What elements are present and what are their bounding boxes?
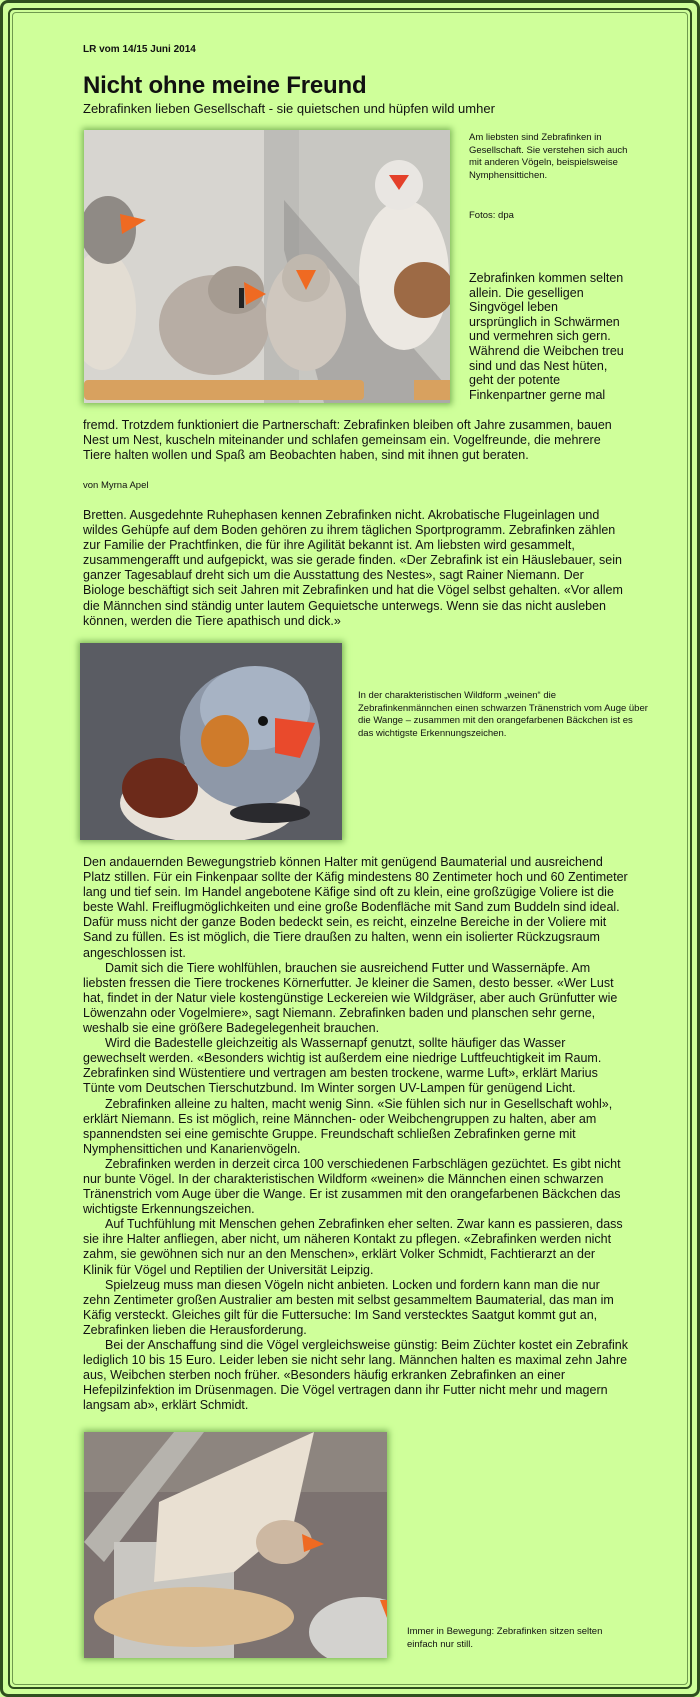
body-paragraph: Den andauernden Bewegungstrieb können Halter mit genügend Baumaterial und ausreichend Platz stillen. Für ein Finkenpaar sollte der Käfig mindestens 80 Zentimeter hoch und 60 Zentimeter lang und tief sein. Im Handel angebotene Käfige sind oft zu klein, eine großzügige Voliere ist die beste Wahl. Freiflugmöglichkeiten und eine große Bodenfläche mit Sand zum Buddeln sind ideal. Dafür muss nicht der ganze Boden bedeckt sein, es reicht, einzelne Bereiche in der Voliere mit Sand zu füllen. Es ist möglich, die Tiere draußen zu halten, wenn ein isolierter Rückzugsraum angeschlossen ist.: [83, 855, 628, 960]
dateline: LR vom 14/15 Juni 2014: [83, 44, 196, 55]
photo-caption-1: Am liebsten sind Zebrafinken in Gesellschaft. Sie verstehen sich auch mit anderen Vögeln, beispielsweise Nymphensittichen.: [469, 132, 628, 181]
article-body: [83, 855, 628, 1413]
photo-zebra-finches-on-perch-icon: [84, 130, 450, 403]
body-paragraph: Zebrafinken alleine zu halten, macht wenig Sinn. «Sie fühlen sich nur in Gesellschaft wohl», erklärt Niemann. Es ist möglich, reine Männchen- oder Weibchengruppen zu halten, aber am spannendsten sei eine gemischte Gruppe. Freundschaft schließen Zebrafinken gerne mit Nymphensittichen und Kanarienvögeln.: [83, 1096, 613, 1156]
intro-continued-text: fremd. Trotzdem funktioniert die Partnerschaft: Zebrafinken bleiben oft Jahre zusammen, bauen Nest um Nest, kuscheln miteinander und schlafen gemeinsam ein. Vogelfreunde, die mehrere Tiere halten wollen und Spaß am Beobachten haben, sind mit ihnen gut beraten.: [83, 418, 612, 463]
body-paragraph: Auf Tuchfühlung mit Menschen gehen Zebrafinken eher selten. Zwar kann es passieren, dass sie ihre Halter anfliegen, aber nicht, um näheren Kontakt zu pflegen. «Zebrafinken werden nicht zahm, sie gewöhnen sich nur an den Menschen», erklärt Volker Schmidt, Fachtierarzt an der Klinik für Vögel und Reptilien der Universität Leipzig.: [83, 1217, 623, 1277]
photo-zebra-finch-in-flight-icon: [84, 1432, 387, 1658]
headline: Nicht ohne meine Freund: [83, 72, 367, 99]
body-paragraph: Wird die Badestelle gleichzeitig als Wassernapf genutzt, sollte häufiger das Wasser gewechselt werden. «Besonders wichtig ist außerdem eine niedrige Luftfeuchtigkeit im Raum. Zebrafinken sind Wüstentiere und vertragen am besten trockene, warme Luft», erklärt Marius Tünte vom Deutschen Tierschutzbund. Im Winter sorgen UV-Lampen für genügend Licht.: [83, 1036, 602, 1096]
subheadline: Zebrafinken lieben Gesellschaft - sie quietschen und hüpfen wild umher: [83, 101, 495, 116]
body-paragraph: Zebrafinken werden in derzeit circa 100 verschiedenen Farbschlägen gezüchtet. Es gibt nicht nur bunte Vögel. In der charakteristischen Wildform «weinen» die Männchen einen schwarzen Tränenstrich vom Auge über die Wange. Er ist zusammen mit den orangefarbenen Bäckchen das wichtigste Erkennungszeichen.: [83, 1156, 621, 1217]
body-paragraph: Damit sich die Tiere wohlfühlen, brauchen sie ausreichend Futter und Wassernäpfe. Am liebsten fressen die Tiere trockenes Körnerfutter. Je kleiner die Samen, desto besser. «Wer Lust hat, findet in der Natur viele kostengünstige Leckereien wie Wildgräser, aber auch Grünfutter wie Löwenzahn oder Vogelmiere», sagt Niemann. Zebrafinken baden und planschen sehr gerne, weshalb sie eine größere Badegelegenheit brauchen.: [83, 960, 618, 1036]
photo-caption-2: In der charakteristischen Wildform „weinen“ die Zebrafinkenmännchen einen schwarzen Tränenstrich vom Auge über die Wange – zusammen mit den orangefarbenen Bäckchen ist es das wichtigste Erkennungszeichen.: [358, 690, 648, 739]
body-paragraph: Bei der Anschaffung sind die Vögel vergleichsweise günstig: Beim Züchter kostet ein Zebrafink lediglich 10 bis 15 Euro. Leider leben sie nicht sehr lang. Männchen halten es maximal zehn Jahre aus, Weibchen sterben noch früher. «Besonders häufig erkranken Zebrafinken an einer Hefepilzinfektion im Drüsenmagen. Die Vögel vertragen dann ihr Futter nicht mehr und magern langsam ab», erklärt Schmidt.: [83, 1338, 628, 1413]
lead-paragraph: Bretten. Ausgedehnte Ruhephasen kennen Zebrafinken nicht. Akrobatische Flugeinlagen und wildes Gehüpfe auf dem Boden gehören zu ihrem täglichen Sportprogramm. Zebrafinken zählen zur Familie der Prachtfinken, die für ihre Agilität bekannt ist. Am liebsten wird gesammelt, zusammengerafft und aufgepickt, was sie gerade finden. «Der Zebrafink ist ein Häuslebauer, sein ganzer Tagesablauf dreht sich um die Ausstattung des Nestes», sagt Rainer Niemann. Der Biologe beschäftigt sich seit Jahren mit Zebrafinken und hat die Vögel selbst gehalten. «Vor allem die Männchen sind ständig unter lautem Gequietsche unterwegs. Wenn sie das nicht ausleben können, werden die Tiere apathisch und dick.»: [83, 508, 623, 628]
photo-credit: Fotos: dpa: [469, 210, 514, 221]
byline: von Myrna Apel: [83, 480, 149, 491]
intro-float-text: Zebrafinken kommen selten allein. Die geselligen Singvögel leben ursprünglich in Schwärmen und vermehren sich gern. Während die Weibchen treu sind und das Nest hüten, geht der potente Finkenpartner gerne mal: [469, 271, 624, 402]
body-paragraph: Spielzeug muss man diesen Vögeln nicht anbieten. Locken und fordern kann man die nur zehn Zentimeter großen Australier am besten mit selbst gesammeltem Baumaterial, das man im Käfig versteckt. Gleiches gilt für die Futtersuche: Im Sand verstecktes Saatgut kommt gut an, Zebrafinken lieben die Herausforderung.: [83, 1277, 614, 1337]
photo-male-zebra-finch-portrait-icon: [80, 643, 342, 840]
photo-caption-3: Immer in Bewegung: Zebrafinken sitzen selten einfach nur still.: [407, 1626, 603, 1650]
